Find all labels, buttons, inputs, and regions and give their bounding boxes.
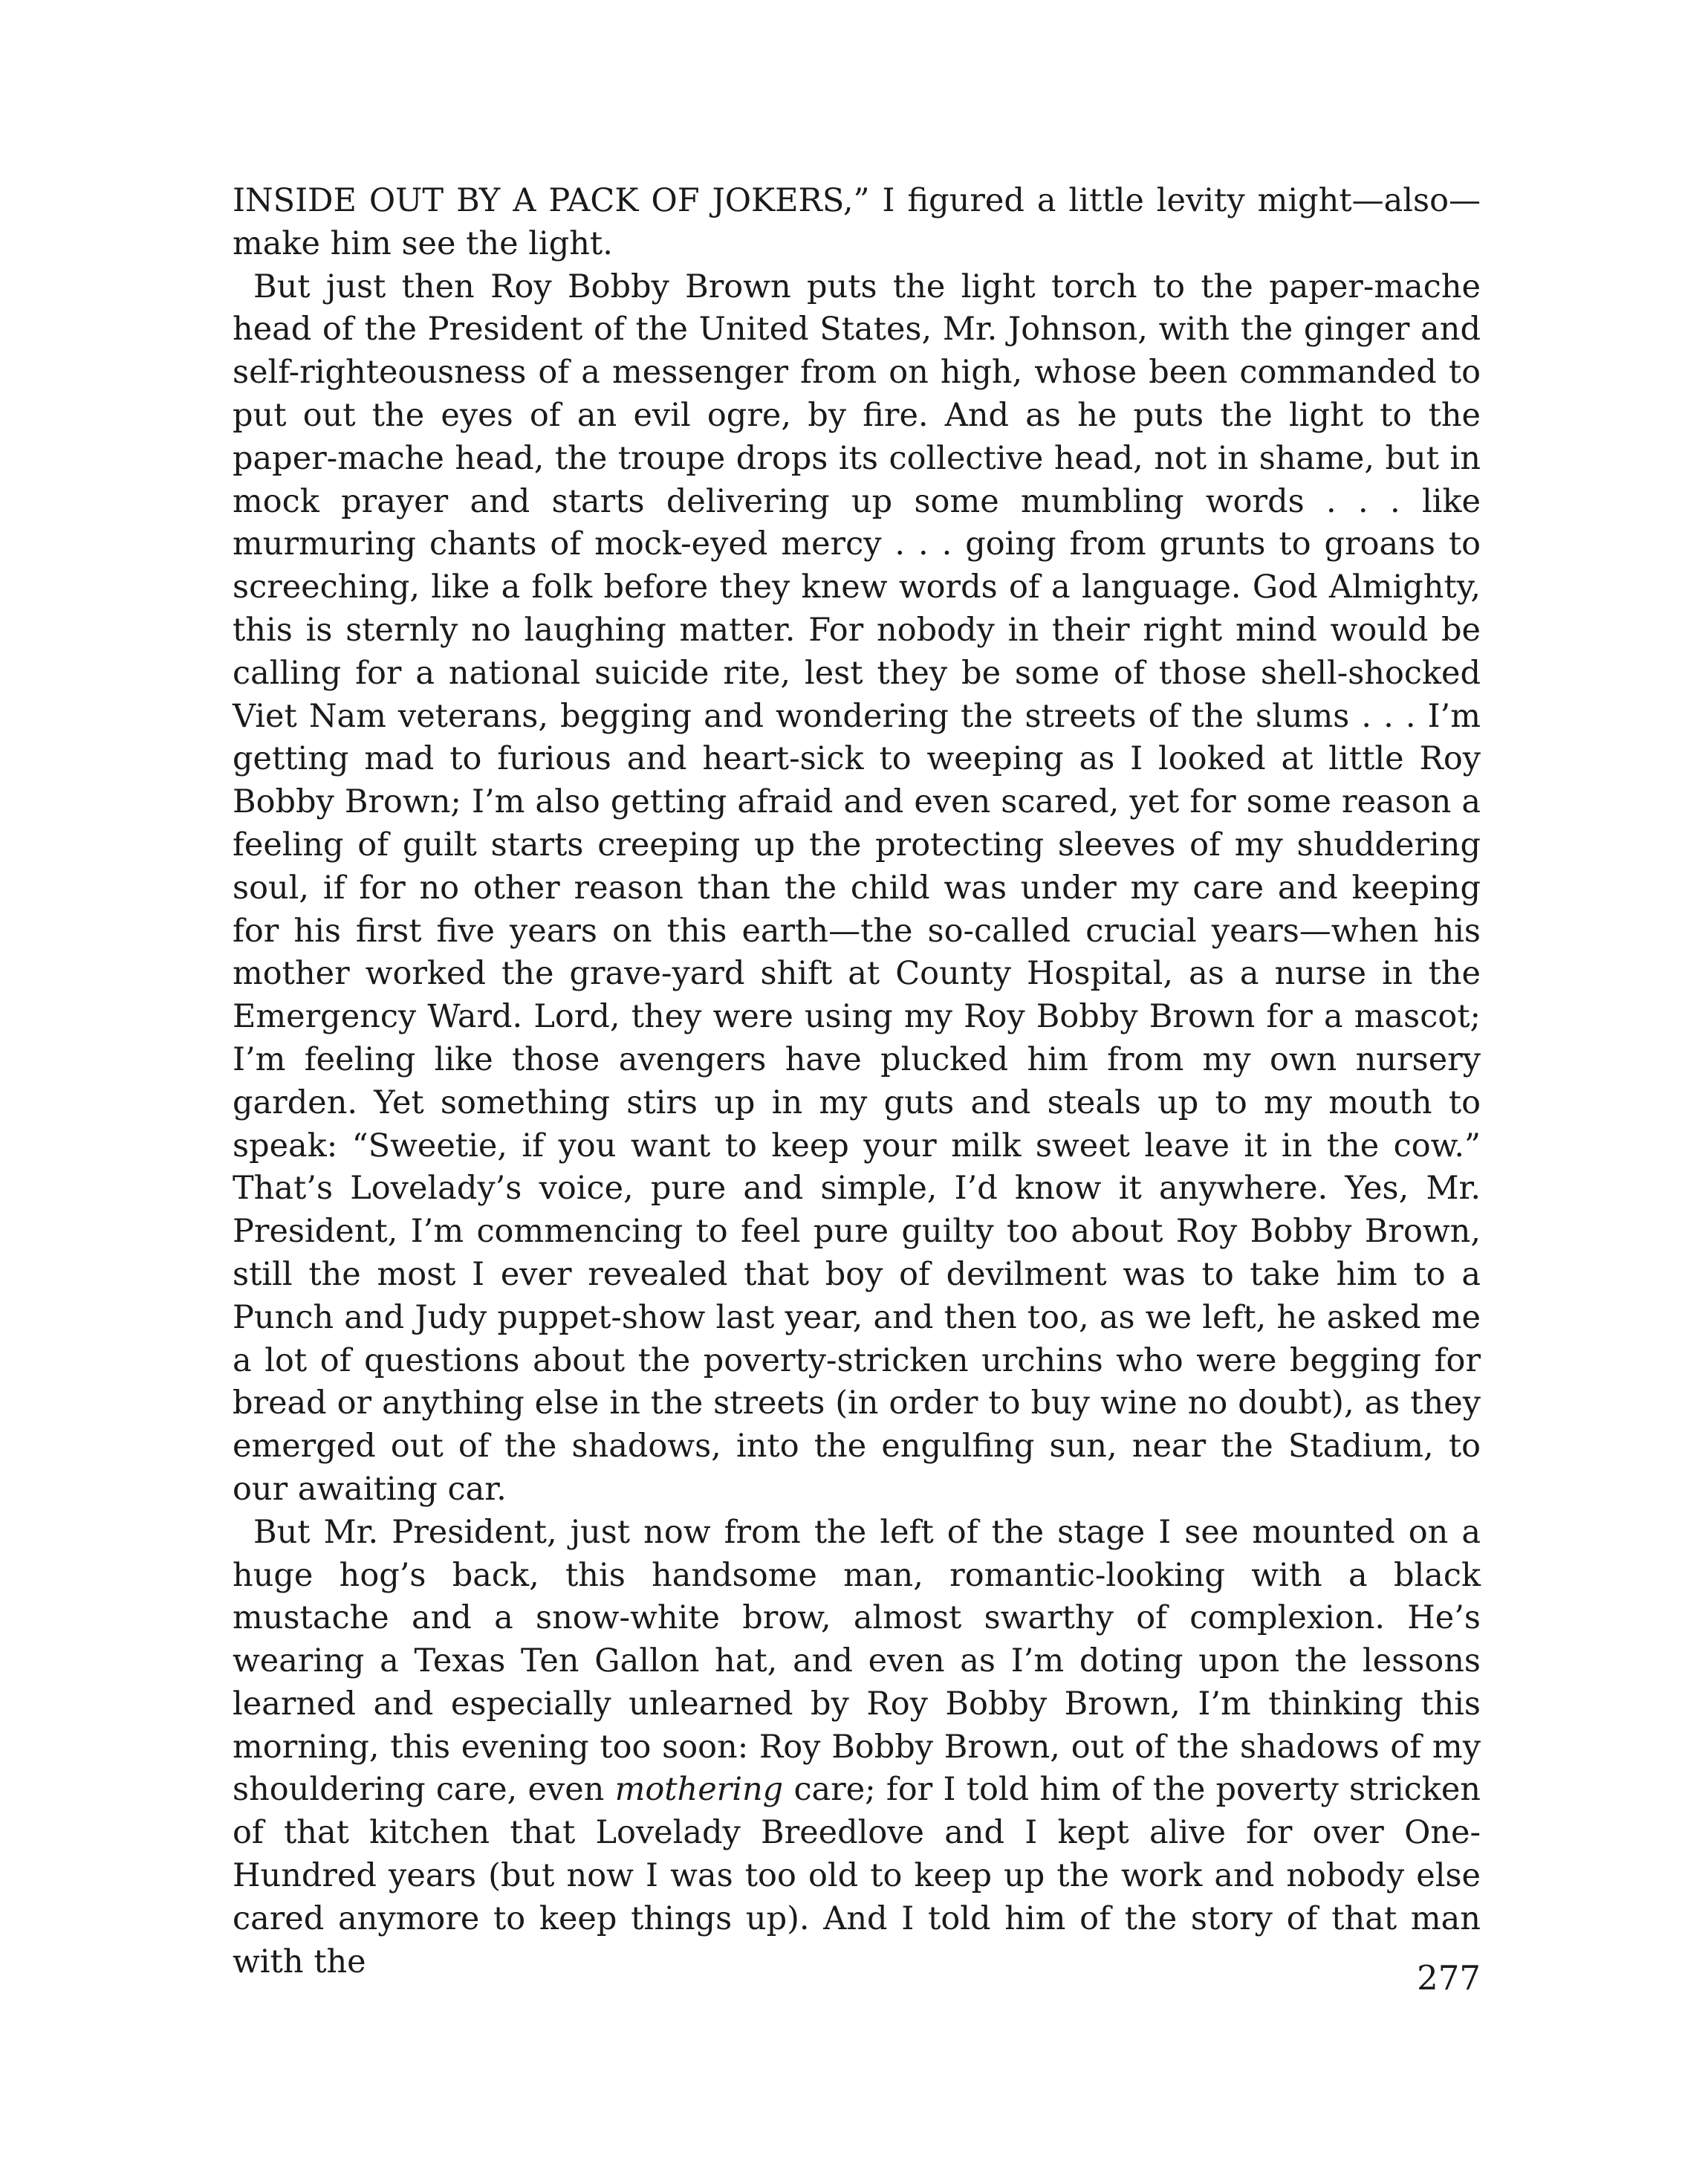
paragraph-3-before: But Mr. President, just now from the left of the stage I see mounted on a huge hog’s back, this handsome man, romantic-looking with a black mustache and a snow-white brow, almost swarthy of complexion. He’s wearing a Texas Ten Gallon hat, and even as I’m doting upon the lessons learned and especially unlearned by Roy Bobby Brown, I’m thinking this morning, this evening too soon: Roy Bobby Brown, out of the shadows of my shouldering care, even xyxy=(233,1513,1481,1809)
body-text xyxy=(233,180,1481,1983)
paragraph-2: But just then Roy Bobby Brown puts the light torch to the paper-mache head of the President of the United States, Mr. Johnson, with the ginger and self-righteousness of a messenger from on high, whose been commanded to put out the eyes of an evil ogre, by fire. And as he puts the light to the paper-mache head, the troupe drops its collective head, not in shame, but in mock prayer and starts delivering up some mumbling words . . . like murmuring chants of mock-eyed mercy . . . going from grunts to groans to screeching, like a folk before they knew words of a language. God Almighty, this is sternly no laughing matter. For nobody in their right mind would be calling for a national suicide rite, lest they be some of those shell-shocked Viet Nam veterans, begging and wondering the streets of the slums . . . I’m getting mad to furious and heart-sick to weeping as I looked at little Roy Bobby Brown; I’m also getting afraid and even scared, yet for some reason a feeling of guilt starts creeping up the protecting sleeves of my shuddering soul, if for no other reason than the child was under my care and keeping for his first five years on this earth—the so-called crucial years—when his mother worked the grave-yard shift at County Hospital, as a nurse in the Emergency Ward. Lord, they were using my Roy Bobby Brown for a mascot; I’m feeling like those avengers have plucked him from my own nursery garden. Yet something stirs up in my guts and steals up to my mouth to speak: “Sweetie, if you want to keep your milk sweet leave it in the cow.” That’s Lovelady’s voice, pure and simple, I’d know it anywhere. Yes, Mr. President, I’m commencing to feel pure guilty too about Roy Bobby Brown, still the most I ever revealed that boy of devilment was to take him to a Punch and Judy puppet-show last year, and then too, as we left, he asked me a lot of questions about the poverty-stricken urchins who were begging for bread or anything else in the streets (in order to buy wine no doubt), as they emerged out of the shadows, into the engulfing sun, near the Stadium, to our awaiting car. xyxy=(233,268,1481,1508)
paragraph-3 xyxy=(233,1512,1481,1984)
paragraph-3-after: care; for I told him of the poverty stricken of that kitchen that Lovelady Breedlove and I kept alive for over One-Hundred years (but now I was too old to keep up the work and nobody else cared anymore to keep things up). And I told him of the story of that man with the xyxy=(233,1771,1481,1980)
emphasized-word: mothering xyxy=(614,1771,784,1809)
paragraph-1: INSIDE OUT BY A PACK OF JOKERS,” I figured a little levity might—also—make him see the light. xyxy=(233,182,1481,262)
page-number: 277 xyxy=(1417,1958,1481,1998)
